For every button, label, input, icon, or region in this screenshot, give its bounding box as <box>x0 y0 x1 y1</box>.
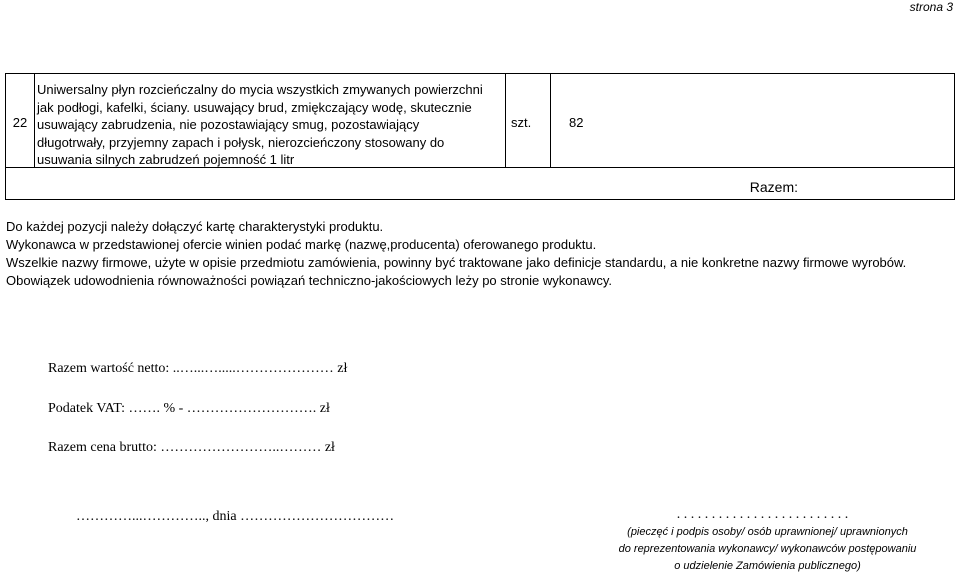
description-line: usuwający zabrudzenia, nie pozostawiający smug, pozostawiający <box>37 117 420 132</box>
description-line: Uniwersalny płyn rozcieńczalny do mycia wszystkich zmywanych powierzchni <box>37 82 483 97</box>
note-line: Do każdej pozycji należy dołączyć kartę charakterystyki produktu. <box>6 219 384 234</box>
net-total-line: Razem wartość netto: ..…...….....………………… zł <box>48 361 348 376</box>
column-divider <box>34 74 35 167</box>
item-unit: szt. <box>511 115 532 130</box>
vat-line: Podatek VAT: ……. % - ………………………. zł <box>48 401 330 416</box>
note-line: Wykonawca w przedstawionej ofercie winien podać markę (nazwę,producenta) oferowanego produktu. <box>6 237 597 252</box>
signature-block <box>590 507 945 575</box>
signature-caption-line: do reprezentowania wykonawcy/ wykonawców postępowaniu <box>618 543 917 555</box>
page-number: strona 3 <box>909 0 953 14</box>
description-line: długotrwały, przyjemny zapach i połysk, nierozcieńczony stosowany do <box>37 134 445 150</box>
item-description <box>37 81 509 169</box>
note-line: Wszelkie nazwy firmowe, użyte w opisie przedmiotu zamówienia, powinny być traktowane jako definicje standardu, a nie konkretne nazwy firmowe wyrobów. <box>6 255 907 270</box>
product-table <box>5 73 955 200</box>
description-line: jak podłogi, kafelki, ściany. usuwający brud, zmiękczający wodę, skutecznie <box>37 99 472 115</box>
note-line: Obowiązek udowodnienia równoważności powiązań techniczno-jakościowych leży po stronie wykonawcy. <box>6 273 613 288</box>
column-divider <box>550 74 551 167</box>
total-label: Razem: <box>749 179 798 195</box>
description-line: usuwania silnych zabrudzeń pojemność 1 litr <box>37 152 295 167</box>
signature-caption-line: (pieczęć i podpis osoby/ osób uprawnionej/ uprawnionych <box>627 526 908 538</box>
item-quantity: 82 <box>569 115 584 130</box>
notes <box>6 218 906 290</box>
signature-caption-line: o udzielenie Zamówienia publicznego) <box>674 560 861 572</box>
gross-total-line: Razem cena brutto: ……………………..……… zł <box>48 440 335 455</box>
place-date-line: …………...………….., dnia …………………………… <box>76 509 395 524</box>
signature-dots: . . . . . . . . . . . . . . . . . . . . . . . . . <box>676 507 849 522</box>
row-number: 22 <box>12 115 28 130</box>
